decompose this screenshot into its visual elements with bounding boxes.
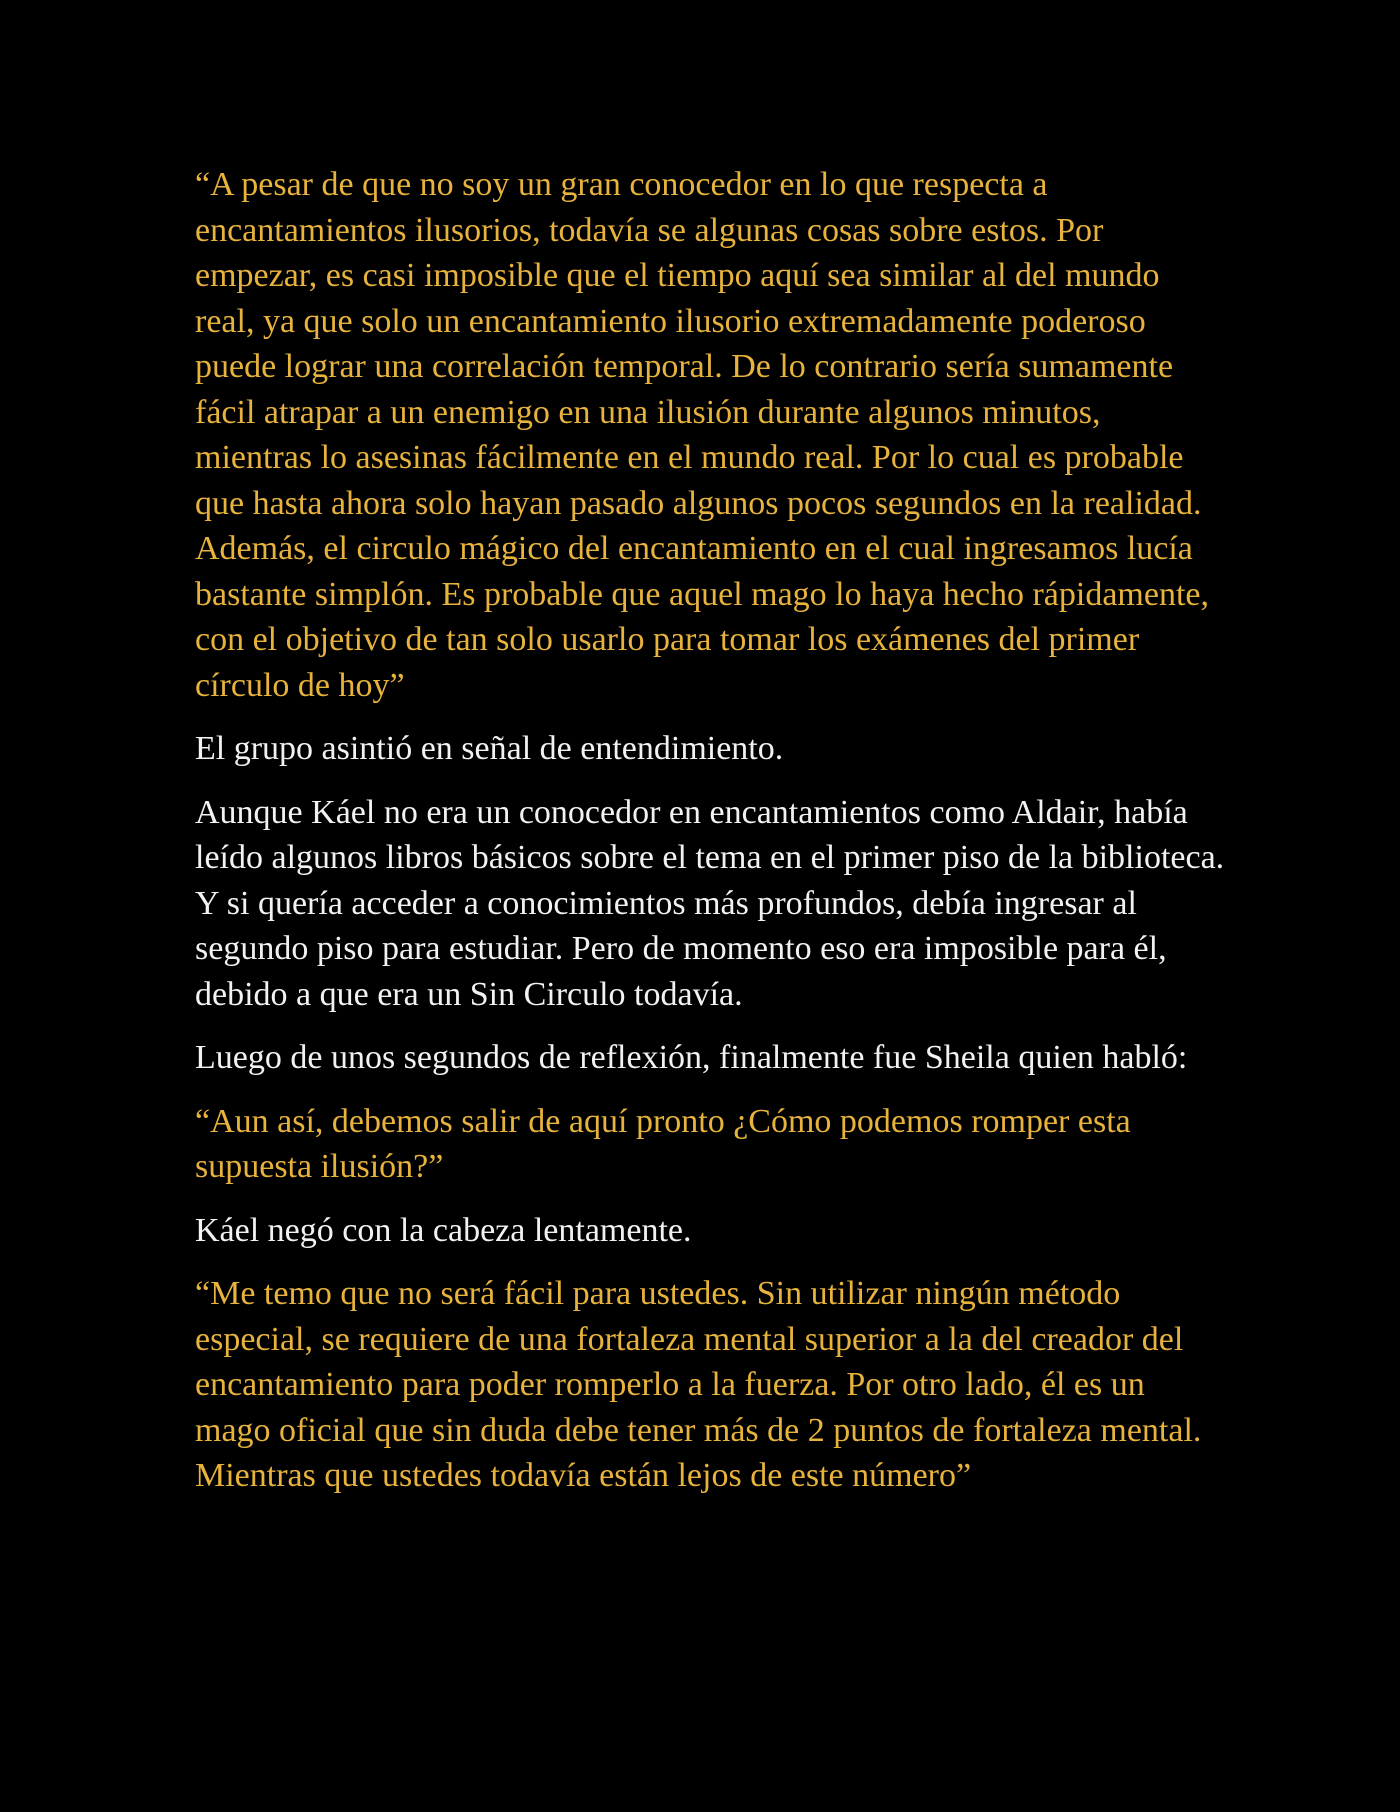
dialogue-paragraph-1: “A pesar de que no soy un gran conocedor en lo que respecta a encantamientos ilusorios, todavía se algunas cosas sobre estos. Por empezar, es casi imposible que el tiempo aquí sea similar al del mundo real, ya que solo un encantamiento ilusorio extremadamente poderoso puede lograr una correlación temporal. De lo contrario sería sumamente fácil atrapar a un enemigo en una ilusión durante algunos minutos, mientras lo asesinas fácilmente en el mundo real. Por lo cual es probable que hasta ahora solo hayan pasado algunos pocos segundos en la realidad. Además, el circulo mágico del encantamiento en el cual ingresamos lucía bastante simplón. Es probable que aquel mago lo haya hecho rápidamente, con el objetivo de tan solo usarlo para tomar los exámenes del primer círculo de hoy” xyxy=(195,166,1210,704)
narration-paragraph-1: El grupo asintió en señal de entendimiento. xyxy=(195,730,784,767)
narration-paragraph-2: Aunque Káel no era un conocedor en encantamientos como Aldair, había leído algunos libros básicos sobre el tema en el primer piso de la biblioteca. Y si quería acceder a conocimientos más profundos, debía ingresar al segundo piso para estudiar. Pero de momento eso era imposible para él, debido a que era un Sin Circulo todavía. xyxy=(195,793,1225,1013)
narration-paragraph-3: Luego de unos segundos de reflexión, finalmente fue Sheila quien habló: xyxy=(195,1039,1188,1076)
document-page xyxy=(195,162,1225,1517)
narration-paragraph-4: Káel negó con la cabeza lentamente. xyxy=(195,1211,692,1249)
dialogue-paragraph-3: “Me temo que no será fácil para ustedes. Sin utilizar ningún método especial, se requiere de una fortaleza mental superior a la del creador del encantamiento para poder romperlo a la fuerza. Por otro lado, él es un mago oficial que sin duda debe tener más de 2 puntos de fortaleza mental. Mientras que ustedes todavía están lejos de este número” xyxy=(195,1275,1202,1494)
dialogue-paragraph-2: “Aun así, debemos salir de aquí pronto ¿Cómo podemos romper esta supuesta ilusión?” xyxy=(195,1102,1131,1185)
